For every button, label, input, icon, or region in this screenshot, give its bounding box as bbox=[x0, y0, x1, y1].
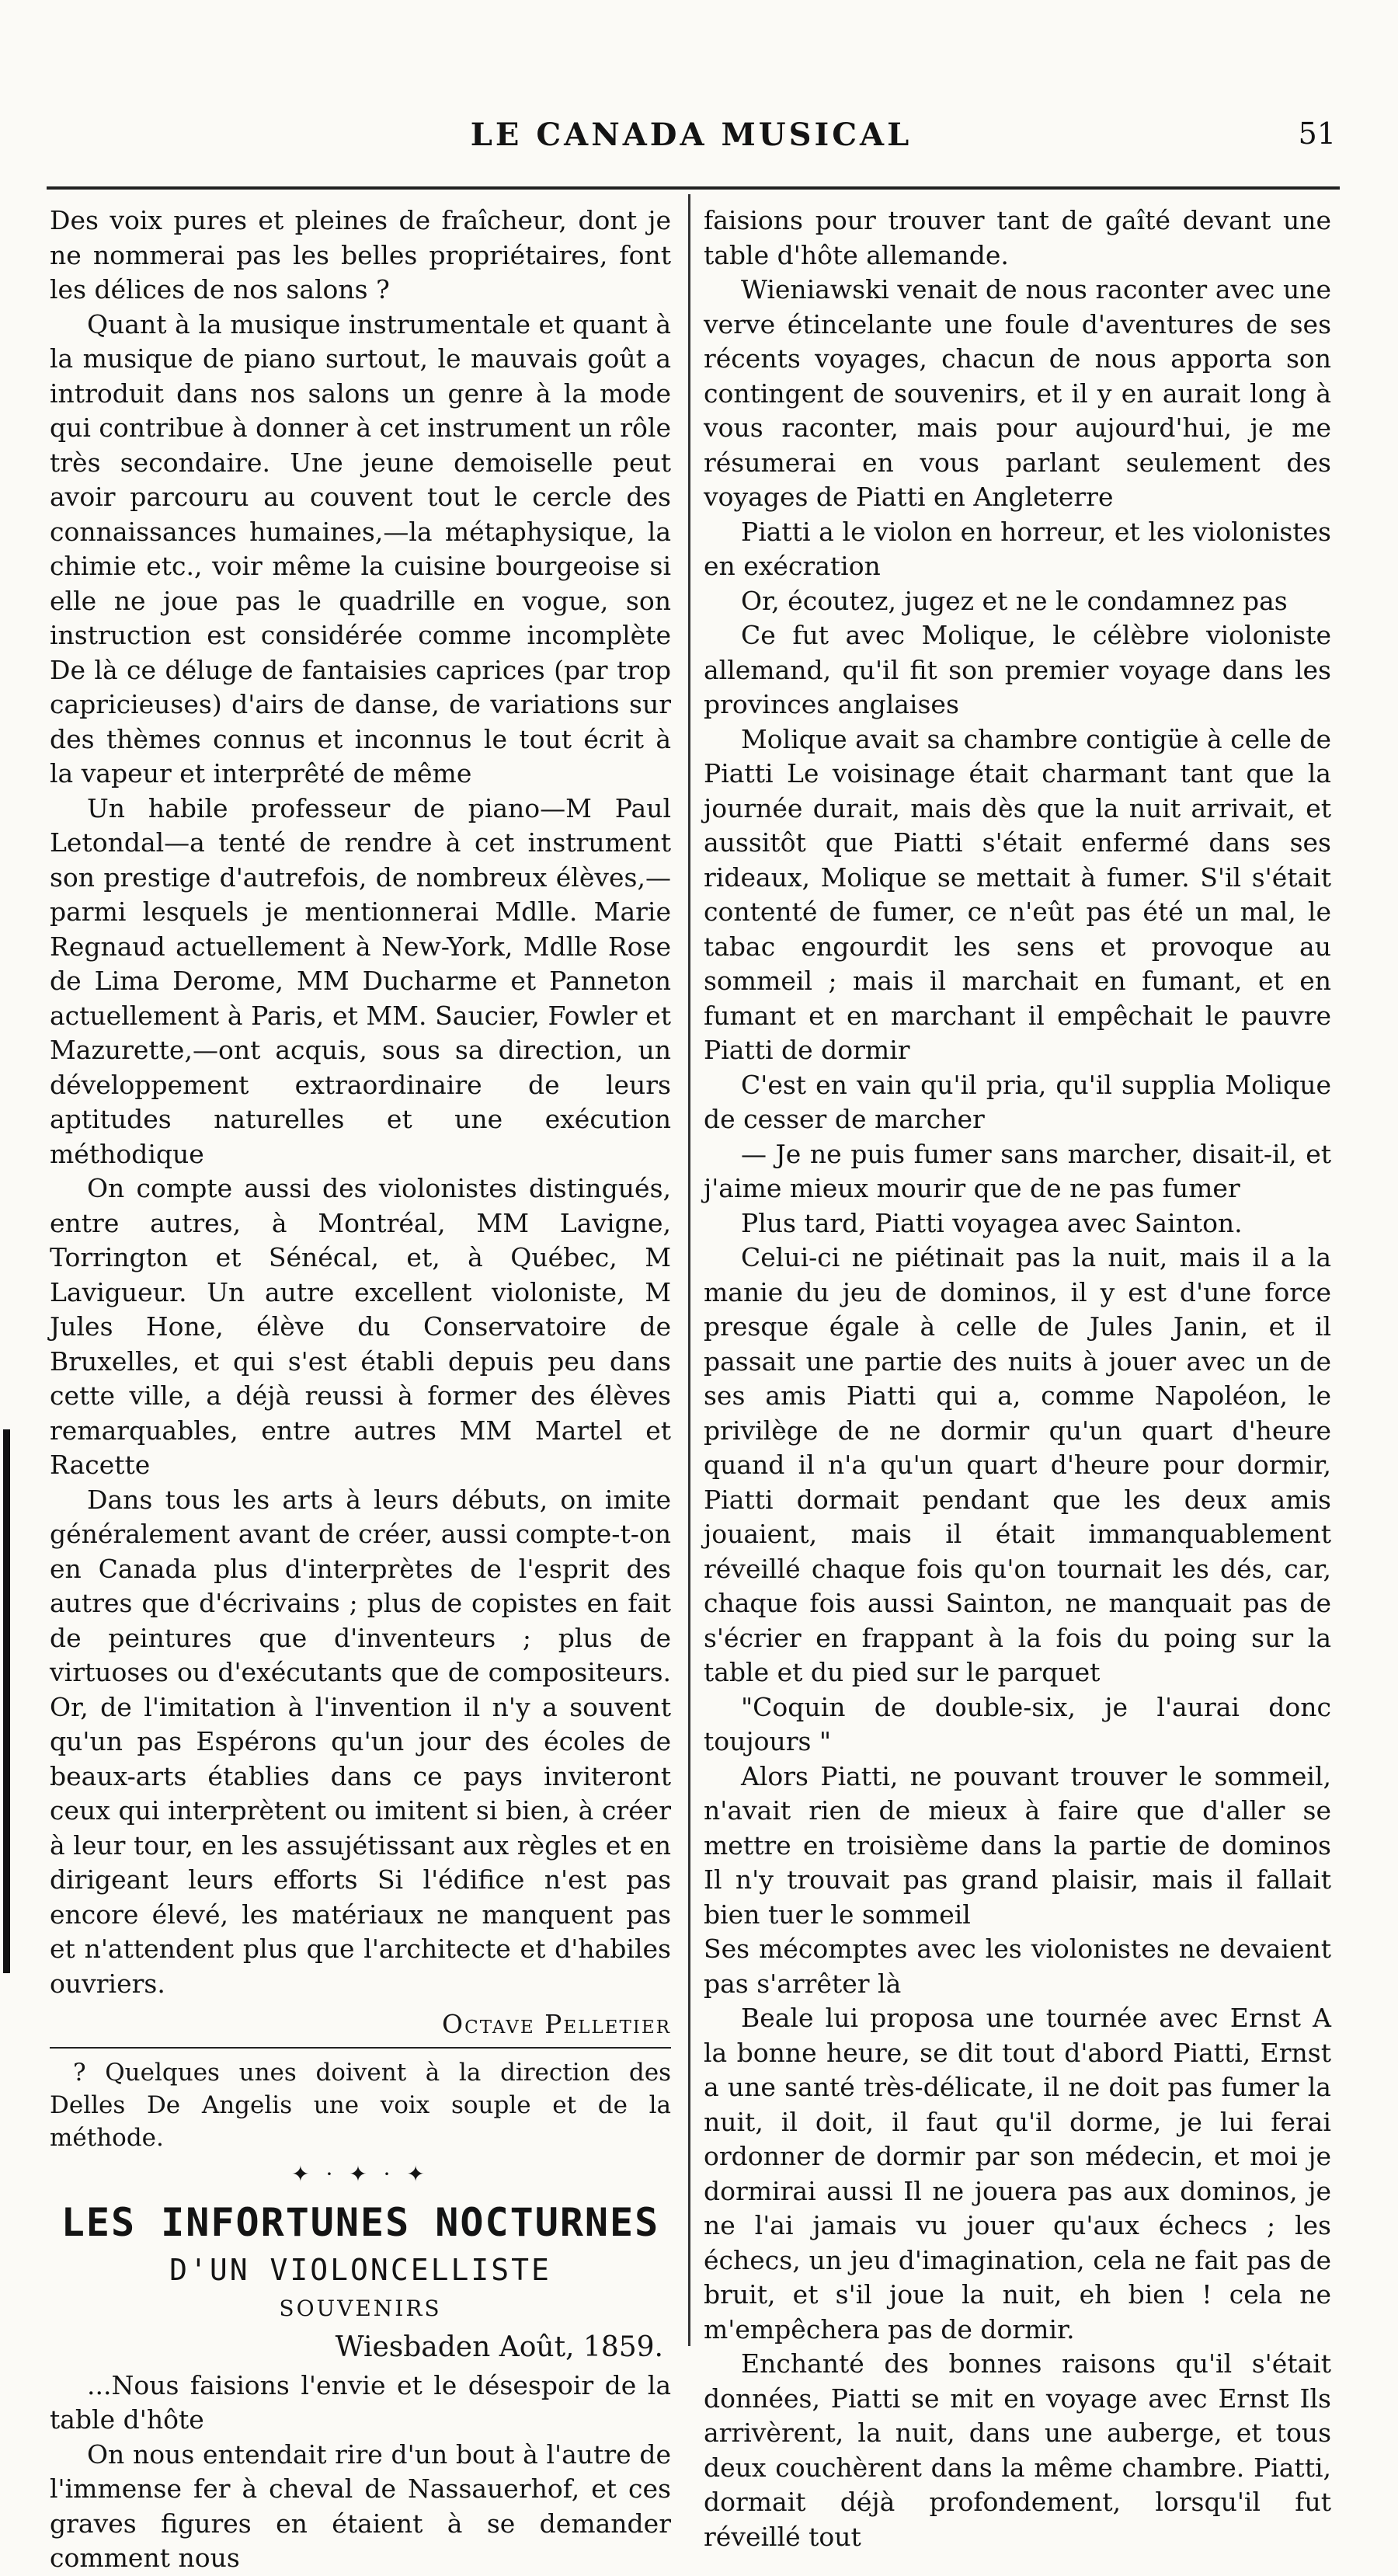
right-paragraph: Wieniawski venait de nous raconter avec une verve étincelante une foule d'aventures de ses récents voyages, chacun de nous apporta son contingent de souvenirs, et il y en aurait long à vous raconter, mais pour aujourd'hui, je me résumerai en vous parlant seulement des voyages de Piatti en Angleterre bbox=[704, 274, 1331, 512]
dateline: Wiesbaden Août, 1859. bbox=[335, 2331, 663, 2363]
page-header bbox=[47, 117, 1336, 171]
page-number: 51 bbox=[1298, 117, 1336, 151]
right-paragraph: C'est en vain qu'il pria, qu'il supplia Molique de cesser de marcher bbox=[704, 1069, 1331, 1134]
right-paragraph: Celui-ci ne piétinait pas la nuit, mais il a la manie du jeu de dominos, il y est d'une force presque égale à celle de Jules Janin, et il passait une partie des nuits à jouer avec un de ses amis Piatti qui a, comme Napoléon, le privilège de ne dormir qu'un quart d'heure quand il n'a qu'un quart d'heure pour dormir, Piatti dormait pendant que les deux amis jouaient, mais il était immanquablement réveillé chaque fois qu'on tournait les dés, car, chaque fois aussi Sainton, ne manquait pas de s'écrier en frappant à la fois du poing sur la table et du pied sur le parquet bbox=[704, 1242, 1331, 1687]
right-paragraph: — Je ne puis fumer sans marcher, disait-il, et j'aime mieux mourir que de ne pas fumer bbox=[704, 1138, 1331, 1203]
left-paragraph: On compte aussi des violonistes distingués, entre autres, à Montréal, MM Lavigne, Torrington et Sénécal, et, à Québec, M Lavigueur. Un autre excellent violoniste, M Jules Hone, élève du Conservatoire de Bruxelles, et qui s'est établi depuis peu dans cette ville, a déjà reussi à former des élèves remarquables, entre autres MM Martel et Racette bbox=[50, 1173, 671, 1480]
story-subheading: SOUVENIRS bbox=[279, 2295, 442, 2321]
story-title: LES INFORTUNES NOCTURNES bbox=[61, 2199, 660, 2245]
left-paragraph: Un habile professeur de piano—M Paul Letondal—a tenté de rendre à cet instrument son prestige d'autrefois, de nombreux élèves,—parmi lesquels je mentionnerai Mdlle. Marie Regnaud actuellement à New-York, Mdlle Rose de Lima Derome, MM Ducharme et Panneton actuellement à Paris, et MM. Saucier, Fowler et Mazurette,—ont acquis, sous sa direction, un développement extraordinaire de leurs aptitudes naturelles et une exécution méthodique bbox=[50, 792, 671, 1169]
left-paragraph: Quant à la musique instrumentale et quant à la musique de piano surtout, le mauvais goût a introduit dans nos salons un genre à la mode qui contribue à donner à cet instrument un rôle très secondaire. Une jeune demoiselle peut avoir parcouru au couvent tout le cercle des connaissances humaines,—la métaphysique, la chimie etc., voir même la cuisine bourgeoise si elle ne joue pas le quadrille en vogue, son instruction est considérée comme incomplète De là ce déluge de fantaisies caprices (par trop capricieuses) d'airs de danse, de variations sur des thèmes connus et inconnus le tout écrit à la vapeur et interprêté de même bbox=[50, 308, 671, 788]
right-paragraph: Plus tard, Piatti voyagea avec Sainton. bbox=[741, 1207, 1243, 1238]
story-subtitle: D'UN VIOLONCELLISTE bbox=[169, 2252, 551, 2287]
right-paragraph: Enchanté des bonnes raisons qu'il s'était données, Piatti se mit en voyage avec Ernst Ils arrivèrent, la nuit, dans une auberge, et tous deux couchèrent dans la même chambre. Piatti, dormait déjà profondement, lorsqu'il fut réveillé tout bbox=[704, 2348, 1331, 2552]
ornament-divider: ✦ · ✦ · ✦ bbox=[291, 2160, 429, 2187]
header-rule bbox=[47, 186, 1340, 190]
right-paragraph: Or, écoutez, jugez et ne le condamnez pas bbox=[741, 585, 1288, 616]
author-signature: Octave Pelletier bbox=[442, 2009, 671, 2039]
right-paragraph: faisions pour trouver tant de gaîté devant une table d'hôte allemande. bbox=[704, 205, 1331, 270]
right-column bbox=[704, 204, 1331, 2554]
right-paragraph: Ses mécomptes avec les violonistes ne devaient pas s'arrêter là bbox=[704, 1934, 1331, 1999]
margin-mark bbox=[3, 1429, 10, 1973]
story-paragraph: ...Nous faisions l'envie et le désespoir de la table d'hôte bbox=[50, 2369, 671, 2435]
right-paragraph: Piatti a le violon en horreur, et les violonistes en exécration bbox=[704, 516, 1331, 581]
footnote: ? Quelques unes doivent à la direction des Delles De Angelis une voix souple et de la méthode. bbox=[50, 2058, 671, 2152]
running-title: LE CANADA MUSICAL bbox=[470, 117, 913, 153]
left-paragraph: Dans tous les arts à leurs débuts, on imite généralement avant de créer, aussi compte-t-on en Canada plus d'interprètes de l'esprit des autres que d'écrivains ; plus de copistes en fait de peintures que d'inventeurs ; plus de virtuoses ou d'exécutants que de compositeurs. Or, de l'imitation à l'invention il n'y a souvent qu'un pas Espérons qu'un jour des écoles de beaux-arts établies dans ce pays inviteront ceux qui interprètent ou imitent si bien, à créer à leur tour, en les assujétissant aux règles et en dirigeant leurs efforts Si l'édifice n'est pas encore élevé, les matériaux ne manquent pas et n'attendent plus que l'architecte et d'habiles ouvriers. bbox=[50, 1484, 671, 1999]
column-divider bbox=[688, 194, 690, 2346]
right-paragraph: "Coquin de double-six, je l'aurai donc toujours " bbox=[704, 1691, 1331, 1756]
footnote-rule bbox=[50, 2047, 671, 2049]
left-column bbox=[50, 204, 671, 2576]
story-paragraph: On nous entendait rire d'un bout à l'autre de l'immense fer à cheval de Nassauerhof, et ces graves figures en étaient à se demander comment nous bbox=[50, 2438, 671, 2573]
right-paragraph: Alors Piatti, ne pouvant trouver le sommeil, n'avait rien de mieux à faire que d'aller se mettre en troisième dans la partie de dominos Il n'y trouvait pas grand plaisir, mais il fallait bien tuer le sommeil bbox=[704, 1760, 1331, 1930]
right-paragraph: Ce fut avec Molique, le célèbre violoniste allemand, qu'il fit son premier voyage dans les provinces anglaises bbox=[704, 620, 1331, 719]
right-paragraph: Beale lui proposa une tournée avec Ernst A la bonne heure, se dit tout d'abord Piatti, Ernst a une santé très-délicate, il ne doit pas fumer la nuit, il doit, il faut qu'il dorme, je lui ferai ordonner de dormir par son médecin, et moi je dormirai aussi Il ne jouera pas aux dominos, je ne l'ai jamais vu jouer qu'aux échecs ; les échecs, un jeu d'imagination, cela ne fait pas de bruit, et s'il joue la nuit, eh bien ! cela ne m'empêchera pas de dormir. bbox=[704, 2003, 1331, 2345]
right-paragraph: Molique avait sa chambre contigüe à celle de Piatti Le voisinage était charmant tant que la journée durait, mais dès que la nuit arrivait, et aussitôt que Piatti s'était enfermé dans ses rideaux, Molique se mettait à fumer. S'il s'était contenté de fumer, ce n'eût pas été un mal, le tabac engourdit les sens et provoque au sommeil ; mais il marchait en fumant, et en fumant et en marchant il empêchait le pauvre Piatti de dormir bbox=[704, 723, 1331, 1065]
left-paragraph: Des voix pures et pleines de fraîcheur, dont je ne nommerai pas les belles propriétaires, font les délices de nos salons ? bbox=[50, 205, 671, 305]
